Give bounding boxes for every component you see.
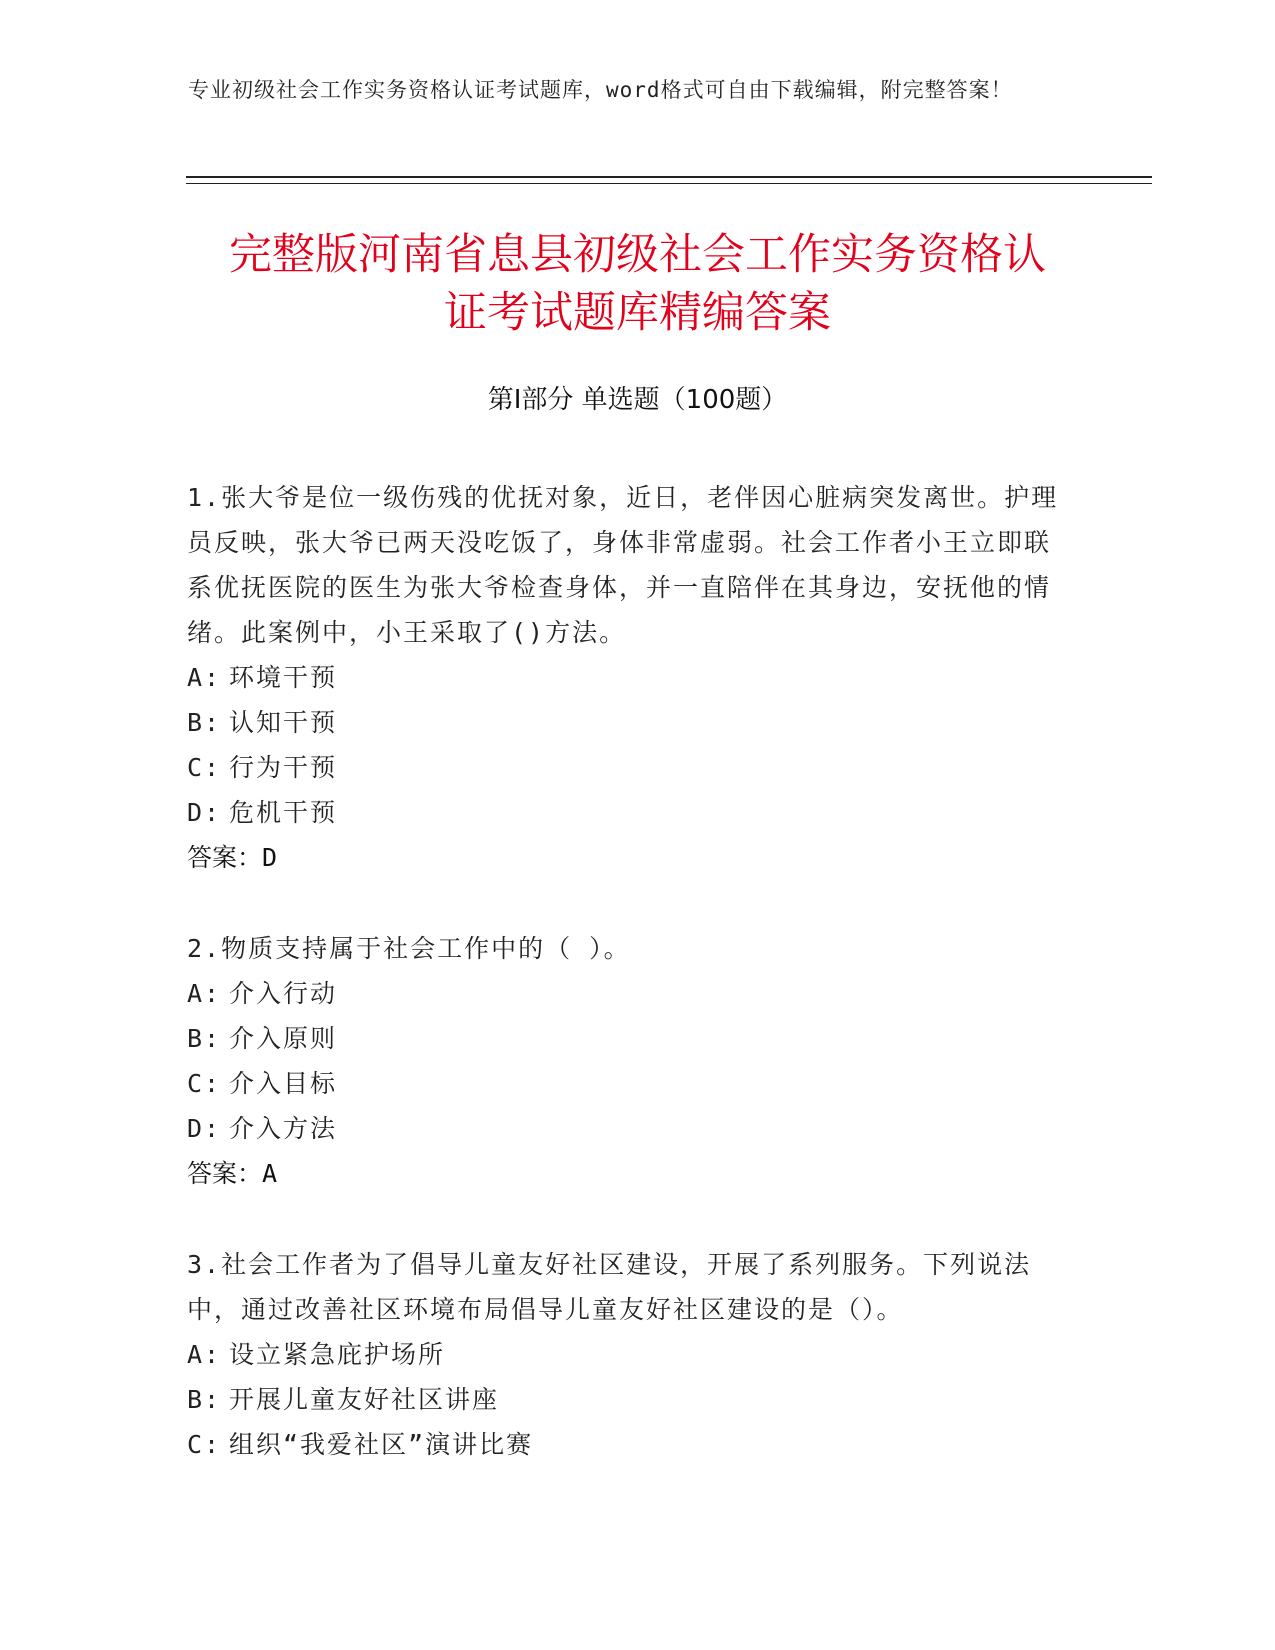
option-text: 设立紧急庇护场所	[229, 1340, 446, 1369]
option-b	[187, 1377, 1067, 1422]
option-letter: A:	[187, 663, 222, 692]
option-c	[187, 1061, 1067, 1106]
document-title-line-2: 证考试题库精编答案	[444, 288, 831, 338]
option-b	[187, 1016, 1067, 1061]
option-a	[187, 971, 1067, 1016]
option-a	[187, 655, 1067, 700]
option-b	[187, 700, 1067, 745]
option-text: 介入方法	[229, 1114, 338, 1143]
option-letter: B:	[187, 1024, 222, 1053]
option-letter: A:	[187, 979, 222, 1008]
header-rule-thick	[186, 176, 1152, 178]
option-letter: C:	[187, 1430, 222, 1459]
document-title-line-1: 完整版河南省息县初级社会工作实务资格认	[229, 230, 1046, 280]
option-letter: C:	[187, 1069, 222, 1098]
header-note: 专业初级社会工作实务资格认证考试题库，word格式可自由下载编辑，附完整答案！	[188, 78, 1013, 102]
question-1	[187, 475, 1067, 880]
option-letter: C:	[187, 753, 222, 782]
option-list	[187, 971, 1067, 1151]
option-a	[187, 1332, 1067, 1377]
question-list	[187, 475, 1067, 1513]
option-text: 组织“我爱社区”演讲比赛	[229, 1430, 534, 1459]
option-c	[187, 745, 1067, 790]
question-text: 2.物质支持属于社会工作中的（ ）。	[187, 934, 631, 963]
question-text: 1.张大爷是位一级伤残的优抚对象，近日，老伴因心脏病突发离世。护理员反映，张大爷已两天没吃饭了，身体非常虚弱。社会工作者小王立即联系优抚医院的医生为张大爷检查身体，并一直陪伴在其身边，安抚他的情绪。此案例中，小王采取了()方法。	[187, 483, 1059, 647]
option-list	[187, 1332, 1067, 1467]
answer-line	[187, 1151, 1067, 1196]
answer-line	[187, 835, 1067, 880]
option-text: 开展儿童友好社区讲座	[229, 1385, 500, 1414]
document-title	[150, 226, 1125, 342]
question-2	[187, 926, 1067, 1196]
option-text: 介入目标	[229, 1069, 338, 1098]
option-text: 认知干预	[229, 708, 338, 737]
option-text: 行为干预	[229, 753, 338, 782]
option-letter: D:	[187, 1114, 222, 1143]
question-3	[187, 1242, 1067, 1467]
question-text: 3.社会工作者为了倡导儿童友好社区建设，开展了系列服务。下列说法中，通过改善社区环境布局倡导儿童友好社区建设的是（）。	[187, 1250, 1032, 1324]
option-letter: B:	[187, 708, 222, 737]
option-letter: A:	[187, 1340, 222, 1369]
option-text: 环境干预	[229, 663, 338, 692]
header-rule-thin	[186, 183, 1152, 184]
option-d	[187, 1106, 1067, 1151]
option-list	[187, 655, 1067, 835]
answer-value: D	[262, 843, 278, 872]
option-letter: B:	[187, 1385, 222, 1414]
section-title: 第Ⅰ部分 单选题（100题）	[487, 385, 788, 415]
answer-value: A	[262, 1159, 278, 1188]
option-letter: D:	[187, 798, 222, 827]
option-text: 介入行动	[229, 979, 338, 1008]
answer-label: 答案：	[187, 1159, 263, 1188]
option-c	[187, 1422, 1067, 1467]
option-text: 介入原则	[229, 1024, 338, 1053]
answer-label: 答案：	[187, 843, 263, 872]
option-d	[187, 790, 1067, 835]
option-text: 危机干预	[229, 798, 338, 827]
